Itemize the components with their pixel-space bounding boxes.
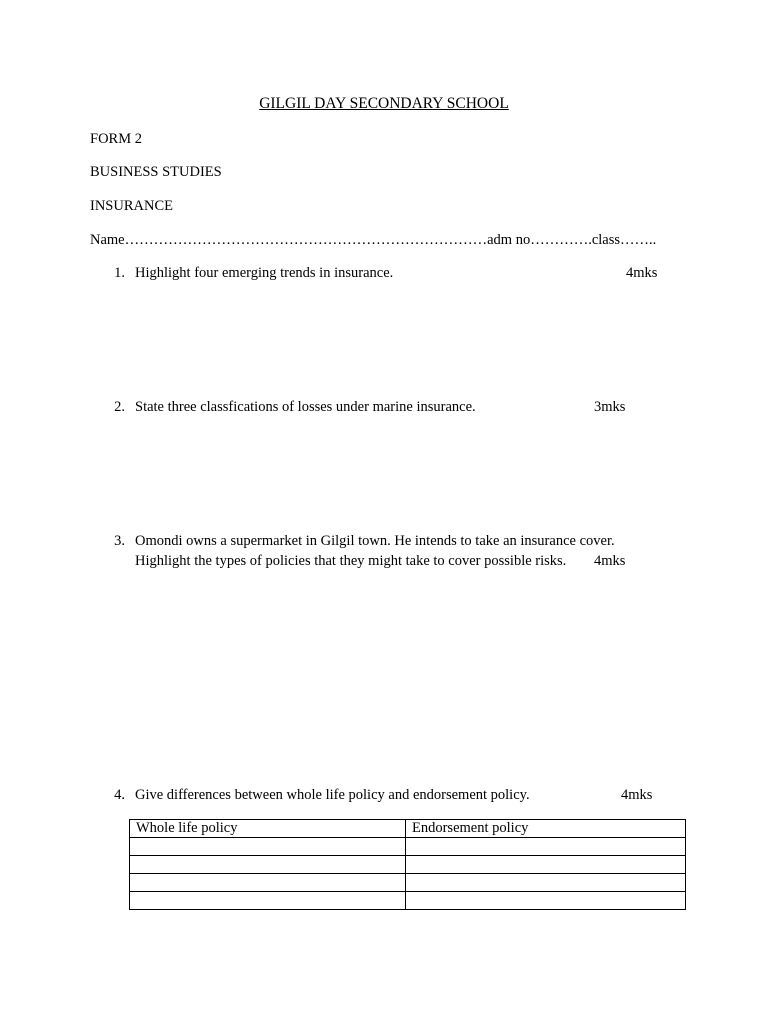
answer-cell[interactable] [406, 874, 686, 892]
answer-cell[interactable] [406, 838, 686, 856]
question-marks: 4mks [594, 553, 626, 569]
question-text: Highlight the types of policies that they might take to cover possible risks. [135, 553, 567, 569]
question-marks: 4mks [621, 787, 653, 803]
table-row [130, 838, 686, 856]
answer-cell[interactable] [406, 856, 686, 874]
policy-comparison-table [129, 819, 686, 910]
answer-cell[interactable] [130, 838, 406, 856]
question-number: 2. [114, 399, 125, 415]
question-text: Give differences between whole life policy and endorsement policy. [135, 787, 530, 803]
table-row [130, 874, 686, 892]
table-header-row [130, 820, 686, 838]
table-row [130, 856, 686, 874]
question-number: 3. [114, 533, 125, 549]
subject-label: BUSINESS STUDIES [90, 164, 222, 180]
answer-cell[interactable] [130, 892, 406, 910]
question-marks: 3mks [594, 399, 626, 415]
form-label: FORM 2 [90, 131, 142, 147]
topic-label: INSURANCE [90, 198, 173, 214]
answer-cell[interactable] [406, 892, 686, 910]
table-row [130, 892, 686, 910]
question-marks: 4mks [626, 265, 658, 281]
question-text: State three classfications of losses under marine insurance. [135, 399, 476, 415]
student-details-line: Name…………………………………………………………………adm no………….class…….. [90, 232, 657, 248]
column-header-whole-life: Whole life policy [130, 820, 406, 838]
question-text: Highlight four emerging trends in insurance. [135, 265, 394, 281]
answer-cell[interactable] [130, 874, 406, 892]
question-number: 1. [114, 265, 125, 281]
question-number: 4. [114, 787, 125, 803]
question-text: Omondi owns a supermarket in Gilgil town. He intends to take an insurance cover. [135, 533, 615, 549]
answer-cell[interactable] [130, 856, 406, 874]
school-title: GILGIL DAY SECONDARY SCHOOL [259, 95, 509, 112]
column-header-endorsement: Endorsement policy [406, 820, 686, 838]
